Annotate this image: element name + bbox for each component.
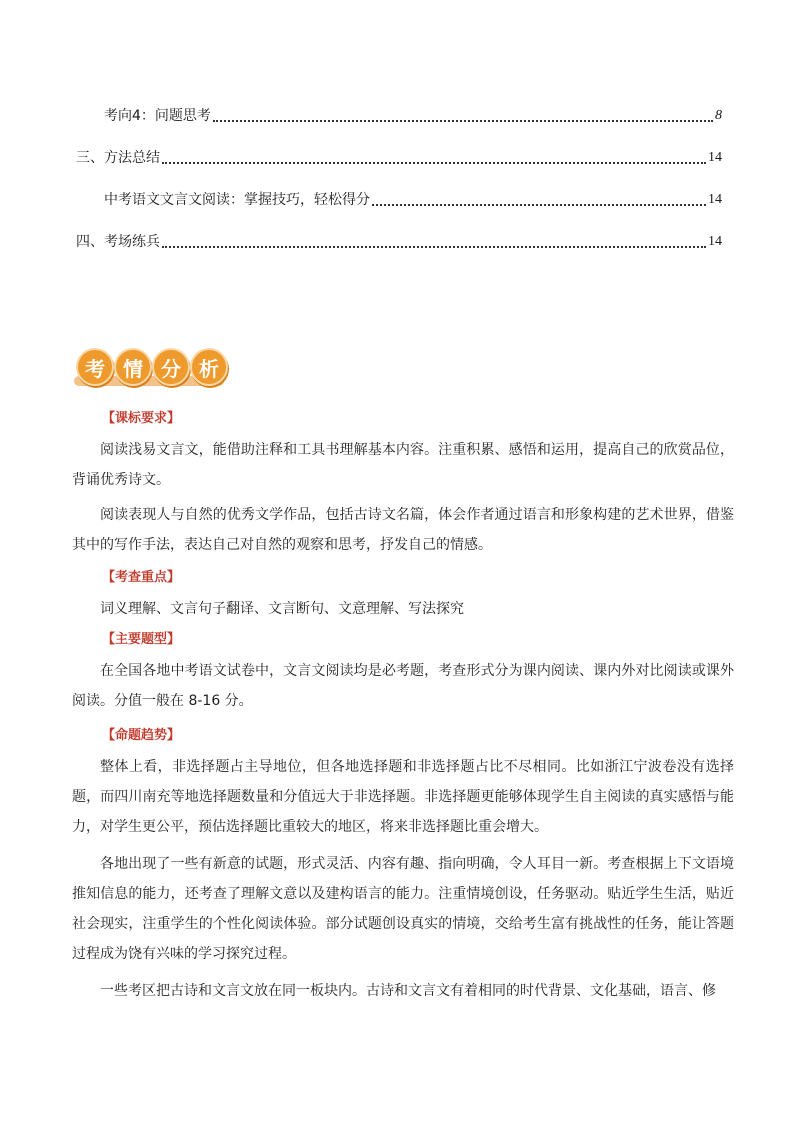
paragraph: 阅读表现人与自然的优秀文学作品，包括古诗文名篇，体会作者通过语言和形象构建的艺术世界，借鉴其中的写作手法，表达自己对自然的观察和思考，抒发自己的情感。 [72,507,734,553]
banner-char: 情 [114,348,152,386]
banner-char: 分 [152,348,190,386]
toc-entry-page: 8 [715,108,722,123]
toc-entry[interactable] [104,104,722,126]
paragraph: 在全国各地中考语文试卷中，文言文阅读均是必考题，考查形式分为课内阅读、课内外对比阅读或课外阅读。分值一般在 8-16 分。 [72,663,734,709]
paragraph: 词义理解、文言句子翻译、文言断句、文意理解、写法探究 [100,601,464,617]
paragraph: 一些考区把古诗和文言文放在同一板块内。古诗和文言文有着相同的时代背景、文化基础，语言、修 [100,983,716,999]
section-banner [74,346,226,386]
paragraph: 各地出现了一些有新意的试题，形式灵活、内容有趣、指向明确，令人耳目一新。考查根据上下文语境推知信息的能力，还考查了理解文意以及建构语言的能力。注重情境创设，任务驱动。贴近学生生活，贴近社会现实，注重学生的个性化阅读体验。部分试题创设真实的情境，交给考生富有挑战性的任务，能让答题过程成为饶有兴味的学习探究过程。 [72,856,734,962]
toc-entry-title: 考向4：问题思考 [104,108,211,124]
toc-leader-dots [162,246,706,248]
toc-entry[interactable] [76,230,722,252]
section-label-kaocha: 【考查重点】 [102,570,181,585]
paragraph: 整体上看，非选择题占主导地位，但各地选择题和非选择题占比不尽相同。比如浙江宁波卷没有选择题，而四川南充等地选择题数量和分值远大于非选择题。非选择题更能够体现学生自主阅读的真实感悟与能力，对学生更公平，预估选择题比重较大的地区，将来非选择题比重会增大。 [72,759,734,835]
section-label-tixing: 【主要题型】 [102,632,181,647]
toc-entry[interactable] [76,146,722,168]
paragraph: 阅读浅易文言文，能借助注释和工具书理解基本内容。注重积累、感悟和运用，提高自己的欣赏品位，背诵优秀诗文。 [72,442,734,488]
toc-entry[interactable] [104,188,722,210]
banner-char: 析 [190,348,228,386]
section-label-qushi: 【命题趋势】 [102,728,181,743]
toc-entry-page: 14 [708,234,722,249]
toc-leader-dots [213,120,713,122]
toc-entry-page: 14 [708,150,722,165]
toc-leader-dots [372,204,706,206]
toc-entry-title: 四、考场练兵 [76,234,160,250]
toc-entry-title: 中考语文文言文阅读：掌握技巧，轻松得分 [104,192,370,208]
toc-entry-page: 14 [708,192,722,207]
toc-leader-dots [162,162,706,164]
banner-char: 考 [76,348,114,386]
section-label-kebiao: 【课标要求】 [102,411,181,426]
toc-entry-title: 三、方法总结 [76,150,160,166]
